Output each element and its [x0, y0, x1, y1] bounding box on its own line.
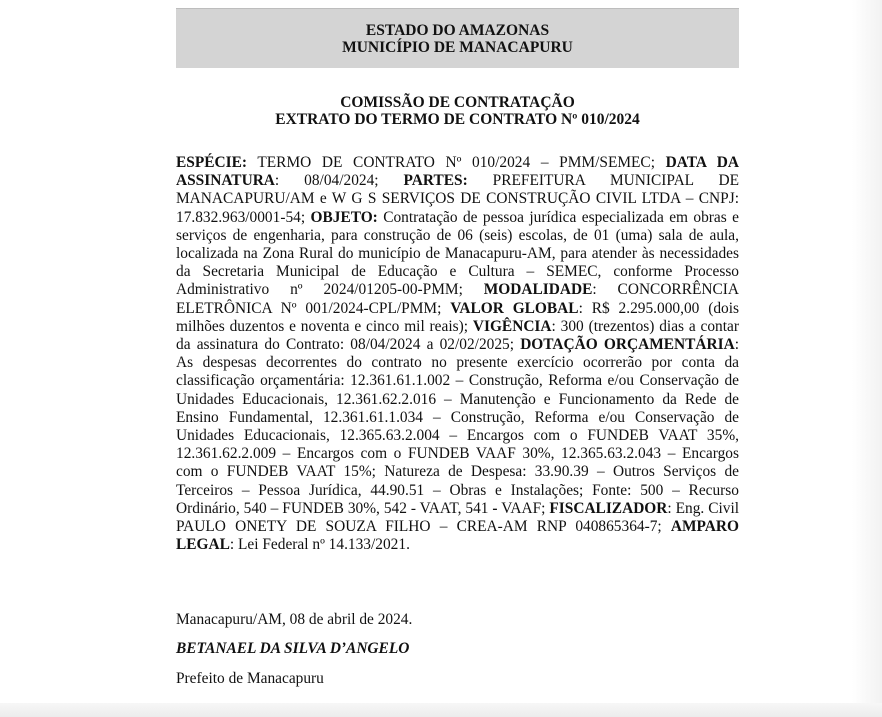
signer-role: Prefeito de Manacapuru: [176, 670, 324, 687]
modalidade-label: MODALIDADE: [483, 281, 593, 299]
partes-label: PARTES:: [403, 172, 468, 190]
vigencia-text: : 300 (trezentos) dias a contar da assinatura do Contrato: 08/04/2024 a 02/02/2025;: [176, 317, 739, 354]
vaaf-text: VAAF;: [497, 499, 550, 517]
dotacao-text: : As despesas decorrentes do contrato no presente exercício ocorrerão por conta da classificação orçamentária: 12.361.61.1.002 – Construção, Reforma e/ou Conservação de Unidades Educacionais, 12.361.62.2.016 – Manutenção e Funcionamento da Rede de Ensino Fundamental, 12.361.61.1.034 – Construção, Reforma e/ou Conservação de Unidades Educacionais, 12.365.63.2.004 – Encargos com o FUNDEB VAAT 35%, 12.361.62.2.009 – Encargos com o FUNDEB VAAF 30%, 12.365.63.2.043 – Encargos com o FUNDEB VAAT 15%; Natureza de Despesa: 33.90.39 – Outros Serviços de Terceiros – Pessoa Jurídica, 44.90.51 – Obras e Instalações; Fonte: 500 – Recurso Ordinário, 540 – FUNDEB 30%, 542 - VAAT, 541: [176, 336, 739, 517]
amparo-legal-text: : Lei Federal nº 14.133/2021.: [229, 536, 410, 554]
document-header: [176, 8, 739, 68]
data-assinatura-label: DATA DA ASSINATURA: [176, 154, 739, 190]
contract-extract-body: [176, 154, 739, 554]
objeto-text: Contratação de pessoa jurídica especializada em obras e serviços de engenharia, para construção de 06 (seis) escolas, de 01 (uma) sala de aula, localizada na Zona Rural do município de Manacapuru-AM, para atender às necessidades da Secretaria Municipal de Educação e Cultura – SEMEC, conforme Processo Administrativo nº 2024/01205-00-PMM;: [176, 208, 739, 299]
signer-name: BETANAEL DA SILVA D’ANGELO: [176, 640, 410, 657]
data-assinatura-text: : 08/04/2024;: [274, 172, 404, 190]
objeto-label: OBJETO:: [310, 208, 378, 226]
place-date: Manacapuru/AM, 08 de abril de 2024.: [176, 611, 413, 628]
page-edge-shadow: [852, 0, 882, 717]
especie-label: ESPÉCIE:: [176, 154, 247, 171]
valor-global-label: VALOR GLOBAL: [450, 299, 579, 317]
modalidade-text: : CONCORRÊNCIA ELETRÔNICA Nº 001/2024-CPL/PMM;: [176, 281, 739, 317]
bold-dash: -: [492, 499, 498, 517]
partes-text: PREFEITURA MUNICIPAL DE MANACAPURU/AM e W G S SERVIÇOS DE CONSTRUÇÃO CIVIL LTDA – CNPJ: 17.832.963/0001-54;: [176, 172, 739, 226]
fiscalizador-label: FISCALIZADOR: [549, 499, 668, 517]
bottom-strip: [0, 703, 882, 717]
document-titles: [176, 94, 739, 128]
valor-global-text: : R$ 2.295.000,00 (dois milhões duzentos e noventa e cinco mil reais);: [176, 299, 739, 335]
fiscalizador-text: : Eng. Civil PAULO ONETY DE SOUZA FILHO – CREA-AM RNP 040865364-7;: [176, 499, 739, 536]
header-state: ESTADO DO AMAZONAS: [365, 22, 550, 39]
extract-title: EXTRATO DO TERMO DE CONTRATO Nº 010/2024: [275, 111, 640, 128]
especie-text: TERMO DE CONTRATO Nº 010/2024 – PMM/SEMEC;: [247, 154, 666, 171]
commission-title: COMISSÃO DE CONTRATAÇÃO: [340, 94, 575, 111]
header-municipality: MUNICÍPIO DE MANACAPURU: [342, 39, 573, 56]
dotacao-label: DOTAÇÃO ORÇAMENTÁRIA: [520, 336, 735, 354]
amparo-legal-label: AMPARO LEGAL: [176, 518, 739, 554]
vigencia-label: VIGÊNCIA: [472, 317, 552, 335]
